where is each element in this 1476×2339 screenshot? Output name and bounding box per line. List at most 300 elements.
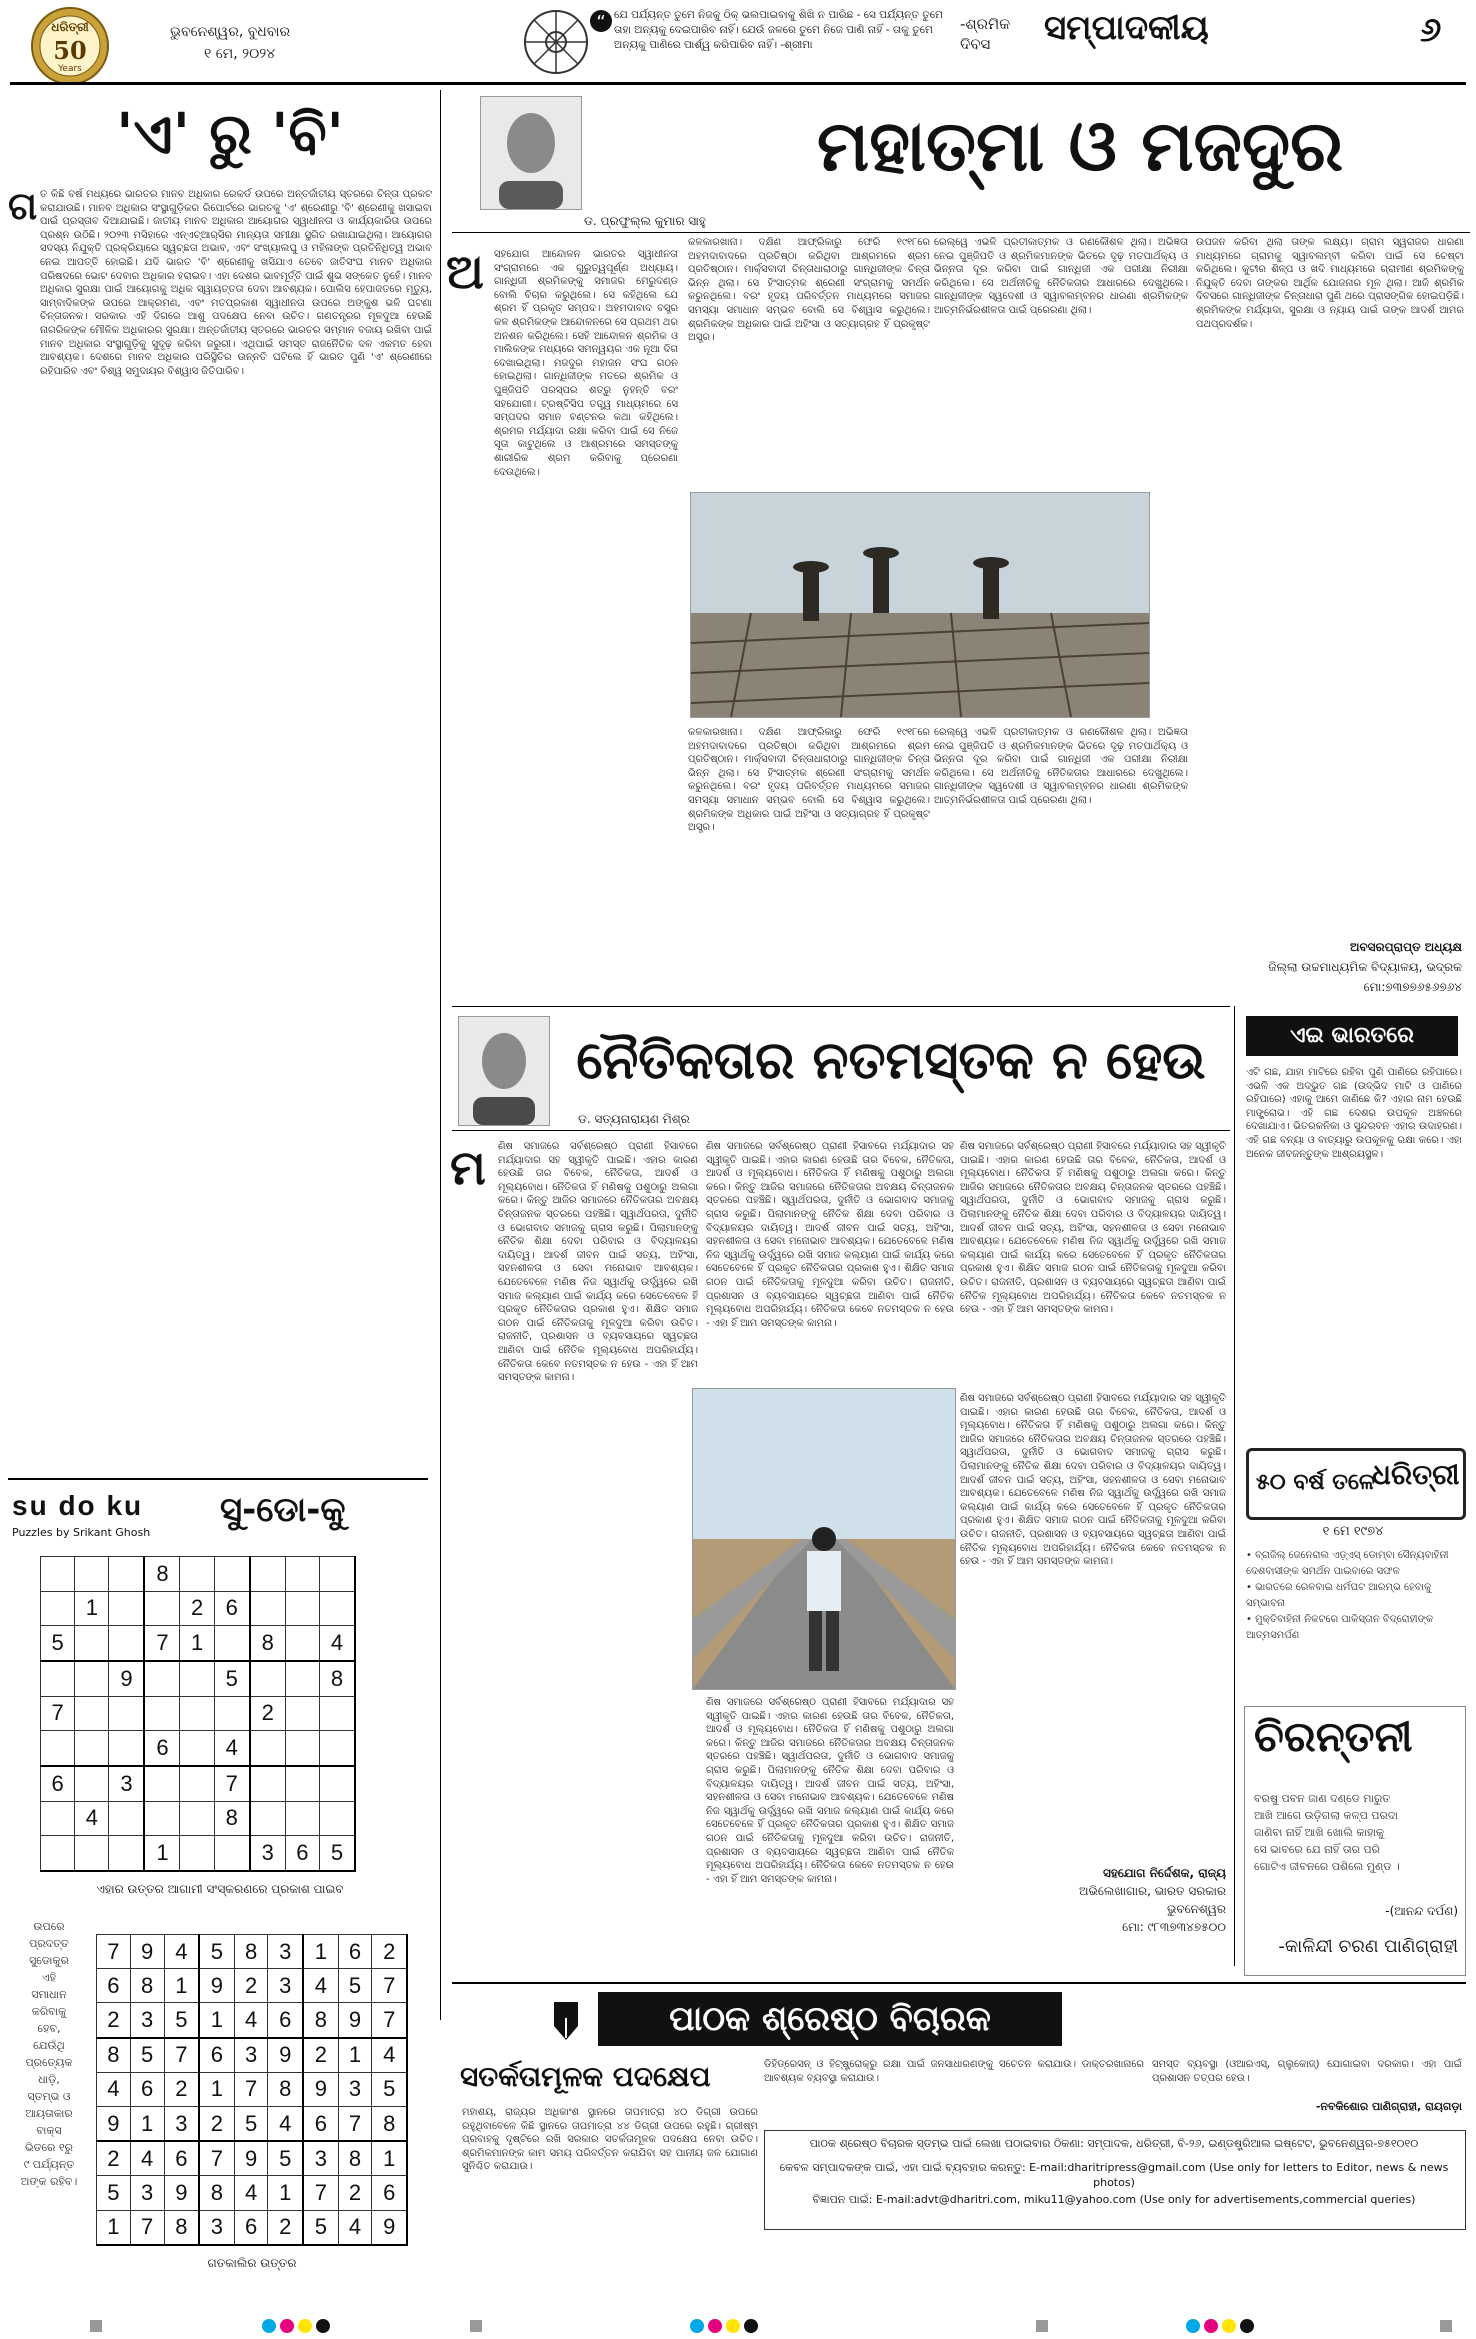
sudoku-puzzle-cell: 8 — [250, 1626, 286, 1661]
sudoku-side-note-line: ସ୍ତମ୍ଭ ଓ — [27, 2090, 71, 2103]
main-author-phone: ମୋ:୭୩୭୭୬୫୬୭୬୪ — [1363, 980, 1462, 994]
gray-swatch — [1036, 2320, 1048, 2332]
sudoku-solution-cell: 2 — [338, 2176, 372, 2210]
sudoku-solution-cell: 1 — [199, 2072, 234, 2106]
construction-workers-image — [691, 493, 1149, 717]
sudoku-puzzle-cell: 6 — [285, 1836, 319, 1871]
left-drop-cap: ଗ — [8, 184, 38, 228]
sudoku-solution-cell: 4 — [130, 2141, 164, 2176]
sudoku-puzzle-cell — [75, 1626, 109, 1661]
morality-col2: ଣିଷ ସମାଜରେ ସର୍ବଶ୍ରେଷ୍ଠ ପ୍ରାଣୀ ହିସାବରେ ମର୍ଯ୍ୟାଦାର ସହ ସ୍ୱୀକୃତି ପାଇଛି। ଏହାର କାରଣ ହେଉଛି ତାର ବିବେକ, ନୈତିକତା, ଆଦର୍ଶ ଓ ମୂଲ୍ୟବୋଧ। ନୈତିକତା ହିଁ ମଣିଷକୁ ପଶୁଠାରୁ ଅଲଗା କରେ। କିନ୍ତୁ ଆଜିର ସମାଜରେ ନୈତିକତାର ଅବକ୍ଷୟ ଚିନ୍ତାଜନକ ସ୍ତରରେ ପହଞ୍ଚିଛି। ସ୍ୱାର୍ଥପରତା, ଦୁର୍ନୀତି ଓ ଭୋଗବାଦ ସମାଜକୁ ଗ୍ରାସ କରୁଛି। ପିଲାମାନଙ୍କୁ ନୈତିକ ଶିକ୍ଷା ଦେବା ପରିବାର ଓ ବିଦ୍ୟାଳୟର ଦାୟିତ୍ୱ। ଆଦର୍ଶ ଜୀବନ ପାଇଁ ସତ୍ୟ, ଅହିଂସା, ସହନଶୀଳତା ଓ ସେବା ମନୋଭାବ ଆବଶ୍ୟକ। ଯେତେବେଳେ ମଣିଷ ନିଜ ସ୍ୱାର୍ଥକୁ ଉର୍ଦ୍ଧ୍ୱରେ ରଖି ସମାଜ କଲ୍ୟାଣ ପାଇଁ କାର୍ଯ୍ୟ କରେ ସେତେବେଳେ ହିଁ ପ୍ରକୃତ ନୈତିକତାର ପ୍ରକାଶ ହୁଏ। ଶିକ୍ଷିତ ସମାଜ ଗଠନ ପାଇଁ ନୈତିକତାକୁ ମୂଳଦୁଆ କରିବା ଉଚିତ। ରାଜନୀତି, ପ୍ରଶାସନ ଓ ବ୍ୟବସାୟରେ ସ୍ୱଚ୍ଛତା ଆଣିବା ପାଇଁ ନୈତିକ ମୂଲ୍ୟବୋଧ ଅପରିହାର୍ଯ୍ୟ। ନୈତିକତା କେବେ ନତମସ୍ତକ ନ ହେଉ - ଏହା ହିଁ ଆମ ସମସ୍ତଙ୍କ କାମନା। — [706, 1141, 954, 1329]
magenta-dot — [708, 2319, 722, 2333]
main-col3-lower: ରେଲ୍ୱେ ଏଭଳି ପ୍ରତୀକାତ୍ମକ ଓ ରଣକୌଶଳ ଥିଲା। ଅଭିଜ୍ଞତା ନେଇ ପୁଞ୍ଜିପତି ଓ ଶ୍ରମିକମାନଙ୍କ ଭିତରେ ଦୃଢ଼ ମତପାର୍ଥକ୍ୟ ଓ ଭିନ୍ନତା ଦୂର କରିବା ପାଇଁ ଗାନ୍ଧିଜୀ ଏକ ପରୀକ୍ଷା ନିରୀକ୍ଷା କରିଥିଲେ। ସେ ଅର୍ଥନୀତିକୁ ନୈତିକତାର ଆଧାରରେ ଦେଖୁଥିଲେ। ଗାନ୍ଧିଜୀଙ୍କ ସ୍ୱଦେଶୀ ଓ ସ୍ୱାବଲମ୍ବନର ଧାରଣା ଶ୍ରମିକଙ୍କ ଆତ୍ମନିର୍ଭରଶୀଳତା ପାଇଁ ପ୍ରେରଣା ଥିଲା। — [934, 727, 1188, 806]
morality-col2-lower: ଣିଷ ସମାଜରେ ସର୍ବଶ୍ରେଷ୍ଠ ପ୍ରାଣୀ ହିସାବରେ ମର୍ଯ୍ୟାଦାର ସହ ସ୍ୱୀକୃତି ପାଇଛି। ଏହାର କାରଣ ହେଉଛି ତାର ବିବେକ, ନୈତିକତା, ଆଦର୍ଶ ଓ ମୂଲ୍ୟବୋଧ। ନୈତିକତା ହିଁ ମଣିଷକୁ ପଶୁଠାରୁ ଅଲଗା କରେ। କିନ୍ତୁ ଆଜିର ସମାଜରେ ନୈତିକତାର ଅବକ୍ଷୟ ଚିନ୍ତାଜନକ ସ୍ତରରେ ପହଞ୍ଚିଛି। ସ୍ୱାର୍ଥପରତା, ଦୁର୍ନୀତି ଓ ଭୋଗବାଦ ସମାଜକୁ ଗ୍ରାସ କରୁଛି। ପିଲାମାନଙ୍କୁ ନୈତିକ ଶିକ୍ଷା ଦେବା ପରିବାର ଓ ବିଦ୍ୟାଳୟର ଦାୟିତ୍ୱ। ଆଦର୍ଶ ଜୀବନ ପାଇଁ ସତ୍ୟ, ଅହିଂସା, ସହନଶୀଳତା ଓ ସେବା ମନୋଭାବ ଆବଶ୍ୟକ। ଯେତେବେଳେ ମଣିଷ ନିଜ ସ୍ୱାର୍ଥକୁ ଉର୍ଦ୍ଧ୍ୱରେ ରଖି ସମାଜ କଲ୍ୟାଣ ପାଇଁ କାର୍ଯ୍ୟ କରେ ସେତେବେଳେ ହିଁ ପ୍ରକୃତ ନୈତିକତାର ପ୍ରକାଶ ହୁଏ। ଶିକ୍ଷିତ ସମାଜ ଗଠନ ପାଇଁ ନୈତିକତାକୁ ମୂଳଦୁଆ କରିବା ଉଚିତ। ରାଜନୀତି, ପ୍ରଶାସନ ଓ ବ୍ୟବସାୟରେ ସ୍ୱଚ୍ଛତା ଆଣିବା ପାଇଁ ନୈତିକ ମୂଲ୍ୟବୋଧ ଅପରିହାର୍ଯ୍ୟ। ନୈତିକତା କେବେ ନତମସ୍ତକ ନ ହେଉ - ଏହା ହିଁ ଆମ ସମସ୍ତଙ୍କ କାମନା। — [706, 1697, 954, 1885]
morality-author-phone: ମୋ: ୯୮୩୭୩୪୭୫୦୦ — [1122, 1920, 1226, 1934]
sudoku-solution-cell: 6 — [372, 2176, 407, 2210]
sudoku-puzzle-row — [41, 1557, 356, 1592]
sudoku-puzzle-cell — [75, 1836, 109, 1871]
reader-contact-line1: ପାଠକ ଶ୍ରେଷ୍ଠ ବିଚାରକ ସ୍ତମ୍ଭ ପାଇଁ ଲେଖା ପଠାଇବାର ଠିକଣା: ସମ୍ପାଦକ, ଧରିତ୍ରୀ, ବି-୨୬, ଇଣ୍ଡଷ୍ଟ୍ରିଆଲ ଇଷ୍ଟେଟ, ଭୁବନେଶ୍ୱର-୭୫୧୦୧୦ — [809, 2137, 1419, 2150]
logo-years: Years — [58, 64, 82, 74]
morality-author-role: ସହଯୋଗ ନିର୍ଦ୍ଦେଶକ, ରାଜ୍ୟ — [1103, 1866, 1226, 1880]
sudoku-solution-cell: 9 — [97, 2106, 131, 2141]
sudoku-solution-cell: 4 — [338, 2210, 372, 2245]
sudoku-puzzle-cell: 1 — [180, 1626, 214, 1661]
sudoku-puzzle-cell — [180, 1731, 214, 1766]
sudoku-solution-cell: 2 — [199, 2106, 234, 2141]
sudoku-solution-cell: 3 — [130, 2003, 164, 2038]
reader-letter-title: ସତର୍କତାମୂଳକ ପଦକ୍ଷେପ — [460, 2060, 711, 2093]
sudoku-puzzle-row — [41, 1801, 356, 1836]
sudoku-puzzle-cell: 2 — [180, 1591, 214, 1626]
sudoku-solution-cell: 2 — [97, 2003, 131, 2038]
sudoku-puzzle-cell: 6 — [41, 1766, 75, 1801]
sudoku-side-note-line: କରିବାକୁ — [31, 2005, 67, 2018]
sudoku-solution-cell: 7 — [372, 2003, 407, 2038]
sudoku-puzzle-cell: 6 — [214, 1591, 250, 1626]
sudoku-solution-cell: 8 — [97, 2038, 131, 2073]
morality-author-dept: ଅଭିଲେଖାଗାର, ଭାରତ ସରକାର — [1078, 1884, 1226, 1898]
sudoku-solution-cell: 9 — [303, 2072, 338, 2106]
sudoku-puzzle-cell — [144, 1766, 180, 1801]
magenta-dot — [280, 2319, 294, 2333]
main-col4: ଉପଜନ କରିବା ଥିଲା ତାଙ୍କ ଲକ୍ଷ୍ୟ। ଗ୍ରାମ ସ୍ୱରାଜର ଧାରଣା ମାଧ୍ୟମରେ ଗ୍ରାମକୁ ସ୍ୱାବଲମ୍ବୀ କରିବା ପାଇଁ ସେ ଚେଷ୍ଟା କରିଥିଲେ। କୁଟୀର ଶିଳ୍ପ ଓ ଖଦି ମାଧ୍ୟମରେ ଗ୍ରାମୀଣ ଶ୍ରମିକଙ୍କୁ ନିଯୁକ୍ତି ଦେବା ତାଙ୍କର ଆର୍ଥିକ ଯୋଜନାର ମୂଳ ଥିଲା। ଆଜି ଶ୍ରମିକ ଦିବସରେ ଗାନ୍ଧିଜୀଙ୍କ ଚିନ୍ତାଧାରା ପୁଣି ଥରେ ପ୍ରାସଙ୍ଗିକ ହୋଇପଡ଼ିଛି। ଶ୍ରମିକଙ୍କ ମର୍ଯ୍ୟାଦା, ସୁରକ୍ଷା ଓ ନ୍ୟାୟ ପାଇଁ ତାଙ୍କ ଆଦର୍ଶ ଆମର ପଥପ୍ରଦର୍ଶକ। — [1196, 237, 1464, 330]
sudoku-puzzle-cell — [75, 1766, 109, 1801]
reader-banner: ପାଠକ ଶ୍ରେଷ୍ଠ ବିଚାରକ — [598, 1992, 1062, 2046]
sudoku-solution-cell: 8 — [372, 2106, 407, 2141]
sudoku-solution-cell: 3 — [268, 1969, 303, 2003]
reader-letter-body-3: ସମସ୍ତ ବ୍ୟବସ୍ଥା (ଓଆରଏସ୍, ଗ୍ଲୁକୋଜ୍) ଯୋଗାଇବା ଦରକାର। ଏହା ପାଇଁ ପ୍ରଶାସନ ତତ୍ପର ହେଉ। — [1152, 2059, 1462, 2084]
cyan-dot — [690, 2319, 704, 2333]
sudoku-puzzle-cell — [41, 1557, 75, 1592]
sudoku-puzzle-cell: 8 — [144, 1557, 180, 1592]
main-drop-cap: ଅ — [446, 244, 484, 300]
fifty-years-date: ୧ ମେ ୧୯୭୪ — [1322, 1524, 1384, 1539]
main-article-title: ମହାତ୍ମା ଓ ମଜଦୁର — [816, 105, 1344, 187]
sudoku-puzzle-grid — [40, 1556, 356, 1872]
sudoku-side-note-line: ଉପରେ — [33, 1920, 65, 1933]
sudoku-solution-caption: ଗତକାଲିର ଉତ୍ତର — [207, 2256, 297, 2270]
sudoku-solution-cell: 2 — [97, 2141, 131, 2176]
sudoku-top-rule — [8, 1478, 428, 1480]
morality-article-byline: ଡ. ସତ୍ୟନାରାୟଣ ମିଶ୍ର — [578, 1112, 690, 1126]
sudoku-solution-row — [97, 2038, 408, 2073]
sudoku-solution-cell: 6 — [338, 1935, 372, 1969]
reader-letter-body-2: ଡିହିଡ୍ରେସନ୍ ଓ ହିଟ୍‌ଷ୍ଟ୍ରୋକ୍‌ରୁ ରକ୍ଷା ପାଇଁ ଜନସାଧାରଣଙ୍କୁ ସଚେତନ କରାଯାଉ। ଡାକ୍ତରଖାନାରେ ଆବଶ୍ୟକ ବ୍ୟବସ୍ଥା କରାଯାଉ। — [764, 2059, 1144, 2084]
morality-right-divider — [1234, 1006, 1235, 1966]
sudoku-solution-cell: 6 — [97, 1969, 131, 2003]
sudoku-puzzle-cell — [180, 1801, 214, 1836]
sudoku-solution-cell: 6 — [268, 2003, 303, 2038]
sudoku-puzzle-cell — [41, 1591, 75, 1626]
sudoku-solution-cell: 4 — [164, 1935, 199, 1969]
sudoku-solution-cell: 1 — [97, 2210, 131, 2245]
reader-contact-line3: ବିଜ୍ଞାପନ ପାଇଁ: E-mail:advt@dharitri.com, miku11@yahoo.com (Use only for advertisements,commercial queries) — [812, 2193, 1416, 2206]
sudoku-solution-cell: 2 — [303, 2038, 338, 2073]
sudoku-puzzle-cell: 1 — [144, 1836, 180, 1871]
masthead-occasion: -ଶ୍ରମିକ ଦିବସ — [960, 15, 1011, 53]
fifty-years-label: ୫୦ ବର୍ଷ ତଳେ — [1256, 1470, 1375, 1495]
sudoku-puzzle-cell — [109, 1696, 145, 1731]
sudoku-puzzle-cell — [319, 1696, 355, 1731]
sudoku-puzzle-cell — [41, 1801, 75, 1836]
sudoku-side-note-line: ଯେଉଁଥି — [33, 2039, 65, 2052]
sudoku-solution-cell: 9 — [372, 2210, 407, 2245]
sudoku-puzzle-cell: 4 — [214, 1731, 250, 1766]
fifty-years-logo: ଧରିତ୍ରୀ — [1372, 1458, 1460, 1491]
cyan-dot — [1186, 2319, 1200, 2333]
section-title: ସମ୍ପାଦକୀୟ — [1044, 8, 1209, 48]
sudoku-solution-cell: 9 — [338, 2003, 372, 2038]
masthead-logo — [30, 6, 110, 86]
sudoku-solution-cell: 1 — [130, 2106, 164, 2141]
reader-contact-line2: କେବଳ ସମ୍ପାଦକଙ୍କ ପାଇଁ, ଏହା ପାଇଁ ବ୍ୟବହାର କରନ୍ତୁ: E-mail:dharitripress@gmail.com (Use only for letters to Editor, news & news photos) — [779, 2161, 1449, 2189]
left-column-body: ତ କିଛି ବର୍ଷ ମଧ୍ୟରେ ଭାରତର ମାନବ ଅଧିକାର ରେକର୍ଡ ଉପରେ ଅନ୍ତର୍ଜାତୀୟ ସ୍ତରରେ ଚିନ୍ତା ପ୍ରକଟ କରାଯାଉଛି। ମାନବ ଅଧିକାର ସଂସ୍ଥାଗୁଡ଼ିକର ରିପୋର୍ଟରେ ଭାରତକୁ 'ଏ' ଶ୍ରେଣୀରୁ 'ବି' ଶ୍ରେଣୀକୁ ଖସାଇବା ପାଇଁ ପ୍ରସ୍ତାବ ଦିଆଯାଇଛି। ଜାତୀୟ ମାନବ ଅଧିକାର ଆୟୋଗର ସ୍ୱାଧୀନତା ଓ କାର୍ଯ୍ୟକାରିତା ଉପରେ ପ୍ରଶ୍ନ ଉଠିଛି। ୨୦୨୩ ମସିହାରେ ଏନ୍‌ଏଚ୍‌ଆର୍‌ସିର ମାନ୍ୟତା ସମୀକ୍ଷା ସ୍ଥଗିତ ରଖାଯାଇଥିଲା। ଆୟୋଗର ସଦସ୍ୟ ନିଯୁକ୍ତି ପ୍ରକ୍ରିୟାରେ ସ୍ୱଚ୍ଛତା ଅଭାବ, ଏବଂ ସଂଖ୍ୟାଲଘୁ ଓ ମହିଳାଙ୍କ ପ୍ରତିନିଧିତ୍ୱ ଅଭାବ ନେଇ ଆପତ୍ତି ହୋଇଛି। ଯଦି ଭାରତ 'ବି' ଶ୍ରେଣୀକୁ ଖସିଯାଏ ତେବେ ଜାତିସଂଘ ମାନବ ଅଧିକାର ପରିଷଦରେ ଭୋଟ ଦେବାର ଅଧିକାର ହରାଇବ। ଏହା ଦେଶର ଭାବମୂର୍ତ୍ତି ପାଇଁ ଶୁଭ ସଙ୍କେତ ନୁହେଁ। ମାନବ ଅଧିକାର ସୁରକ୍ଷା ପାଇଁ ଆୟୋଗକୁ ଅଧିକ ସ୍ୱାୟତ୍ତତା ଦେବା ଆବଶ୍ୟକ। ପୋଲିସ ହେପାଜତରେ ମୃତ୍ୟୁ, ସାମ୍ବାଦିକଙ୍କ ଉପରେ ଆକ୍ରମଣ, ଏବଂ ମତପ୍ରକାଶ ସ୍ୱାଧୀନତା ଉପରେ ଅଙ୍କୁଶ ଭଳି ଘଟଣା ଚିନ୍ତାଜନକ। ସରକାର ଏହି ଦିଗରେ ଆଶୁ ପଦକ୍ଷେପ ନେବା ଉଚିତ। ଗଣତନ୍ତ୍ରର ମୂଳଦୁଆ ହେଉଛି ନାଗରିକଙ୍କ ମୌଳିକ ଅଧିକାରର ସୁରକ୍ଷା। ଅନ୍ତର୍ଜାତୀୟ ସ୍ତରରେ ଭାରତର ସମ୍ମାନ ବଜାୟ ରଖିବା ପାଇଁ ମାନବ ଅଧିକାର ସଂସ୍ଥାଗୁଡ଼ିକୁ ସୁଦୃଢ଼ କରିବା ଜରୁରୀ। ଏଥିପାଇଁ ସମସ୍ତ ରାଜନୈତିକ ଦଳ ଏକମତ ହେବା ଆବଶ୍ୟକ। ଦେଶରେ ମାନବ ଅଧିକାର ପରିସ୍ଥିତିର ଉନ୍ନତି ଘଟିଲେ ହିଁ ଭାରତ ପୁଣି 'ଏ' ଶ୍ରେଣୀରେ ରହିପାରିବ ଏବଂ ବିଶ୍ୱ ସମୁଦାୟର ବିଶ୍ୱାସ ଜିତିପାରିବ। — [40, 189, 432, 377]
pen-icon — [548, 1998, 584, 2042]
sudoku-puzzle-row — [41, 1661, 356, 1696]
sudoku-solution-cell: 2 — [268, 2210, 303, 2245]
masthead-emblem — [522, 8, 590, 76]
sudoku-solution-cell: 4 — [372, 2038, 407, 2073]
sudoku-puzzle-cell: 9 — [109, 1661, 145, 1696]
main-article-byline: ଡ. ପ୍ରଫୁଲ୍ଲ କୁମାର ସାହୁ — [584, 214, 706, 228]
sudoku-puzzle-cell — [180, 1696, 214, 1731]
sudoku-solution-cell: 8 — [303, 2003, 338, 2038]
chakra-wheel-icon — [522, 8, 590, 76]
sudoku-puzzle-cell — [180, 1836, 214, 1871]
sudoku-odia-title: ସୁ-ଡୋ-କୁ — [220, 1490, 346, 1530]
sudoku-solution-cell: 7 — [199, 2141, 234, 2176]
sudoku-puzzle-cell — [109, 1626, 145, 1661]
sudoku-puzzle-cell — [109, 1731, 145, 1766]
sudoku-solution-cell: 7 — [164, 2038, 199, 2073]
magenta-dot — [1204, 2319, 1218, 2333]
sudoku-solution-cell: 8 — [268, 2072, 303, 2106]
chirantani-title: ଚିରନ୍ତନୀ — [1254, 1712, 1413, 1761]
ei-bharatare-header: ଏଇ ଭାରତରେ — [1246, 1016, 1458, 1056]
sudoku-puzzle-cell — [75, 1557, 109, 1592]
sudoku-solution-cell: 1 — [199, 2003, 234, 2038]
black-dot — [744, 2319, 758, 2333]
sudoku-puzzle-cell — [180, 1557, 214, 1592]
sudoku-solution-row — [97, 2106, 408, 2141]
sudoku-solution-cell: 6 — [199, 2038, 234, 2073]
sudoku-puzzle-cell — [41, 1731, 75, 1766]
sudoku-side-note — [8, 1918, 90, 2288]
quote-mark-icon: “ — [590, 10, 612, 32]
sudoku-solution-cell: 5 — [234, 2106, 268, 2141]
sudoku-solution-cell: 3 — [303, 2141, 338, 2176]
sudoku-puzzle-cell: 8 — [319, 1661, 355, 1696]
sudoku-solution-cell: 9 — [199, 1969, 234, 2003]
sudoku-puzzle-cell — [285, 1696, 319, 1731]
sudoku-puzzle-cell — [109, 1591, 145, 1626]
sudoku-solution-cell: 3 — [164, 2106, 199, 2141]
main-col2-lower: କଳକାରଖାନା। ଦକ୍ଷିଣ ଆଫ୍ରିକାରୁ ଫେରି ୧୯୧୮ରେ ଅହମଦାବାଦରେ ପ୍ରତିଷ୍ଠା କରିଥିବା ଆଶ୍ରମରେ ଶ୍ରମ ପ୍ରତିଷ୍ଠାନ। ମାର୍କ୍ସବାଦୀ ଚିନ୍ତାଧାରାଠାରୁ ଗାନ୍ଧିଜୀଙ୍କ ଚିନ୍ତା ଭିନ୍ନ ଥିଲା। ସେ ହିଂସାତ୍ମକ ଶ୍ରେଣୀ ସଂଗ୍ରାମକୁ ସମର୍ଥନ କରୁନଥିଲେ। ବରଂ ହୃଦୟ ପରିବର୍ତ୍ତନ ମାଧ୍ୟମରେ ସମାଜର ସମସ୍ୟା ସମାଧାନ ସମ୍ଭବ ବୋଲି ସେ ବିଶ୍ୱାସ କରୁଥିଲେ। ଶ୍ରମିକଙ୍କ ଅଧିକାର ପାଇଁ ଅହିଂସା ଓ ସତ୍ୟାଗ୍ରହ ହିଁ ପ୍ରକୃଷ୍ଟ ଅସ୍ତ୍ର। — [688, 727, 930, 834]
sudoku-solution-cell: 2 — [164, 2072, 199, 2106]
sudoku-solution-row — [97, 2003, 408, 2038]
sudoku-solution-row — [97, 2210, 408, 2245]
sudoku-solution-grid — [96, 1934, 408, 2246]
sudoku-solution-cell: 8 — [338, 2141, 372, 2176]
sudoku-puzzle-cell — [319, 1557, 355, 1592]
reader-letter-body: ମହାଶୟ, ରାଜ୍ୟର ଅଧିକାଂଶ ସ୍ଥାନରେ ତାପମାତ୍ରା ୪୦ ଡିଗ୍ରୀ ଉପରେ ରହୁଥିବାବେଳେ କିଛି ସ୍ଥାନରେ ତାପମାତ୍ରା ୪୪ ଡିଗ୍ରୀ ଉପରେ ରହୁଛି। ଗ୍ରୀଷ୍ମ ପ୍ରବାହକୁ ଦୃଷ୍ଟିରେ ରଖି ସରକାର ସତର୍କତାମୂଳକ ପଦକ୍ଷେପ ନେବା ଉଚିତ। ଶ୍ରମିକମାନଙ୍କ କାମ ସମୟ ପରିବର୍ତ୍ତନ କରାଯିବା ସହ ପାନୀୟ ଜଳ ଯୋଗାଣ ସୁନିଶ୍ଚିତ କରାଯାଉ। — [462, 2107, 758, 2173]
chirantani-line: ସେ ଭାବରେ ଯେ ନାହିଁ ତାର ପରି — [1254, 1843, 1380, 1856]
sudoku-side-note-line: ହେବ, — [37, 2022, 61, 2035]
sudoku-solution-cell: 5 — [164, 2003, 199, 2038]
sudoku-side-note-line: ୯ ପର୍ଯ୍ୟନ୍ତ — [23, 2158, 75, 2171]
sudoku-solution-row — [97, 2176, 408, 2210]
sudoku-side-note-line: ଧାଡ଼ି, — [38, 2073, 60, 2086]
sudoku-solution-row — [97, 2072, 408, 2106]
sudoku-solution-cell: 7 — [338, 2106, 372, 2141]
sudoku-solution-cell: 4 — [97, 2072, 131, 2106]
sudoku-side-note-line: ଆୟତାକାର — [25, 2107, 73, 2120]
sudoku-puzzle-row — [41, 1626, 356, 1661]
sudoku-puzzle-cell — [144, 1591, 180, 1626]
fifty-years-item: • ବ୍ରାଜିଲ୍ ଜେନେରାଲ ଏଡ଼୍‌ଏସ୍‌ ଡୋମ୍ବା ସୈନ୍ୟବାହିନୀ ଦେଶବାସୀଙ୍କ ସମର୍ଥନ ପାଇବାରେ ସଫଳ — [1246, 1550, 1449, 1577]
left-column-title: 'ଏ' ରୁ 'ବି' — [116, 102, 344, 167]
sudoku-solution-cell: 7 — [97, 1935, 131, 1969]
sudoku-solution-cell: 4 — [268, 2106, 303, 2141]
sudoku-logo: su do ku — [12, 1490, 144, 1521]
sudoku-solution-cell: 9 — [234, 2141, 268, 2176]
sudoku-puzzle-cell — [75, 1661, 109, 1696]
sudoku-puzzle-cell: 3 — [109, 1766, 145, 1801]
sudoku-puzzle-cell: 2 — [250, 1696, 286, 1731]
sudoku-puzzle-cell — [214, 1696, 250, 1731]
masthead-city-day: ଭୁବନେଶ୍ୱର, ବୁଧବାର — [170, 24, 291, 40]
chirantani-line: ଆଖି ଆଗେ ଉଡ଼ିଗଲା କଳ୍ପ ପରଦା — [1254, 1809, 1398, 1822]
sudoku-solution-cell: 6 — [164, 2141, 199, 2176]
sudoku-puzzle-cell — [144, 1801, 180, 1836]
reader-top-rule — [452, 1982, 1466, 1984]
sudoku-solution-cell: 4 — [234, 2003, 268, 2038]
sudoku-puzzle-cell — [250, 1661, 286, 1696]
sudoku-puzzle-cell: 8 — [214, 1801, 250, 1836]
author-photo-mishra — [458, 1016, 550, 1126]
sudoku-puzzle-cell: 6 — [144, 1731, 180, 1766]
sudoku-puzzle-cell: 4 — [75, 1801, 109, 1836]
fifty-years-list — [1246, 1548, 1462, 1688]
morality-author-place: ଭୁବନେଶ୍ୱର — [1167, 1902, 1226, 1916]
left-column-divider — [440, 90, 441, 2020]
sudoku-solution-row — [97, 2141, 408, 2176]
chirantani-line: ବରଷୁ ପବନ ଜାଣ ଦଣ୍ଡେ ମାରୁତ — [1254, 1792, 1391, 1805]
yellow-dot — [726, 2319, 740, 2333]
sudoku-puzzle-cell — [250, 1591, 286, 1626]
sudoku-side-note-line: ପ୍ରଦତ୍ତ — [29, 1937, 69, 1950]
sudoku-solution-cell: 1 — [372, 2141, 407, 2176]
sudoku-solution-cell: 1 — [164, 1969, 199, 2003]
sudoku-side-note-line: ବାକ୍ସ — [36, 2124, 62, 2137]
page-number: ୬ — [1420, 10, 1442, 50]
author-photo-sahu — [480, 96, 582, 210]
sudoku-side-note-line: ପ୍ରତ୍ୟେକ — [25, 2056, 73, 2069]
sudoku-puzzle-cell: 5 — [41, 1626, 75, 1661]
sudoku-puzzle-row — [41, 1731, 356, 1766]
man-at-crossroads-image — [693, 1389, 955, 1689]
sudoku-solution-cell: 5 — [372, 2072, 407, 2106]
sudoku-answer-note: ଏହାର ଉତ୍ତର ଆଗାମୀ ସଂସ୍କରଣରେ ପ୍ରକାଶ ପାଇବ — [96, 1882, 344, 1896]
masthead-divider — [10, 82, 1466, 85]
chirantani-author: -କାଳିନ୍ଦୀ ଚରଣ ପାଣିଗ୍ରାହୀ — [1278, 1936, 1458, 1957]
sudoku-solution-cell: 5 — [130, 2038, 164, 2073]
sudoku-puzzle-cell: 1 — [75, 1591, 109, 1626]
cyan-dot — [262, 2319, 276, 2333]
sudoku-solution-cell: 5 — [97, 2176, 131, 2210]
logo-number: 50 — [53, 36, 87, 65]
reader-letter-signature: -ନବକିଶୋର ପାଣିଗ୍ରାହୀ, ରାୟଗଡ଼ା — [1315, 2100, 1462, 2113]
sudoku-puzzle-cell: 4 — [319, 1626, 355, 1661]
masthead-quote: ଯେ ପର୍ଯ୍ୟନ୍ତ ତୁମେ ନିଜକୁ ଠିକ୍ ଭଲପାଇବାକୁ ଶିଖି ନ ପାରିଛ - ସେ ପର୍ଯ୍ୟନ୍ତ ତୁମେ ତାହା ଅନ୍ୟକୁ ଦେଇପାରିବ ନାହିଁ। ଯେଉଁ ଜଳରେ ତୁମେ ନିଜେ ପାଣି ନାହିଁ - ତାକୁ ତୁମେ ଅନ୍ୟକୁ ପାଣିରେ ପାର୍ଶ୍ୱ କରିପାରିବ ନାହିଁ। -ଶ୍ରୀମା — [614, 9, 943, 51]
sudoku-puzzle-cell — [41, 1661, 75, 1696]
sudoku-puzzle-cell: 5 — [319, 1836, 355, 1871]
sudoku-puzzle-cell — [250, 1766, 286, 1801]
sudoku-solution-cell: 7 — [130, 2210, 164, 2245]
workers-photo — [690, 492, 1150, 718]
sudoku-puzzle-cell — [285, 1731, 319, 1766]
sudoku-solution-cell: 8 — [164, 2210, 199, 2245]
sudoku-puzzle-cell — [214, 1557, 250, 1592]
sudoku-puzzle-cell — [214, 1626, 250, 1661]
gray-swatch — [90, 2320, 102, 2332]
sudoku-solution-cell: 3 — [338, 2072, 372, 2106]
sudoku-side-note-line: ଏହି — [41, 1971, 57, 1984]
sudoku-puzzle-cell: 5 — [214, 1661, 250, 1696]
sudoku-solution-cell: 8 — [234, 1935, 268, 1969]
sudoku-puzzle-cell — [180, 1661, 214, 1696]
gray-swatch — [470, 2320, 482, 2332]
sudoku-puzzle-cell — [319, 1591, 355, 1626]
sudoku-puzzle-row — [41, 1766, 356, 1801]
sudoku-solution-cell: 9 — [130, 1935, 164, 1969]
sudoku-solution-cell: 3 — [130, 2176, 164, 2210]
sudoku-puzzle-row — [41, 1836, 356, 1871]
sudoku-side-note-line: ଅଙ୍କ ରହିବ। — [20, 2175, 78, 2188]
sudoku-puzzle-cell: 7 — [214, 1766, 250, 1801]
gray-swatch — [1440, 2320, 1452, 2332]
sudoku-solution-cell: 1 — [303, 1935, 338, 1969]
main-article-bottom-rule — [452, 1006, 1230, 1007]
yellow-dot — [298, 2319, 312, 2333]
fifty-years-item: • ଭାରତରେ ରେଳବାଇ ଧର୍ମଘଟ ଆରମ୍ଭ ହେବାକୁ ସମ୍ଭାବନା — [1246, 1582, 1432, 1609]
sudoku-solution-cell: 7 — [372, 1969, 407, 2003]
sudoku-puzzle-cell: 3 — [250, 1836, 286, 1871]
sudoku-puzzle-cell — [41, 1836, 75, 1871]
sudoku-solution-cell: 3 — [268, 1935, 303, 1969]
main-author-role: ଅବସରପ୍ରାପ୍ତ ଅଧ୍ୟକ୍ଷ — [1350, 940, 1462, 954]
sudoku-puzzle-cell — [319, 1731, 355, 1766]
sudoku-solution-cell: 4 — [234, 2176, 268, 2210]
sudoku-puzzle-row — [41, 1696, 356, 1731]
sudoku-credit: Puzzles by Srikant Ghosh — [12, 1526, 151, 1539]
yellow-dot — [1222, 2319, 1236, 2333]
sudoku-side-note-line: ଭିତରେ ୧ରୁ — [25, 2141, 73, 2154]
sudoku-solution-cell: 5 — [338, 1969, 372, 2003]
pen-nib-icon — [548, 1998, 584, 2042]
sudoku-side-note-line: ସମାଧାନ — [31, 1988, 67, 2001]
sudoku-solution-cell: 2 — [372, 1935, 407, 1969]
sudoku-solution-cell: 6 — [130, 2072, 164, 2106]
sudoku-solution-cell: 7 — [234, 2072, 268, 2106]
ei-bharatare-body: ଏଟି ଗଛ, ଯାହା ମାଟିରେ ରହିବା ପୁଣି ପାଣିରେ ରହିପାରେ। ଏଭଳି ଏକ ଅଦ୍ଭୁତ ଗଛ (ଉଦ୍ଭିଦ ମାଟି ଓ ପାଣିରେ ରହିପାରେ) ଏହାକୁ ଆମେ ଜାଣିଛେ କି? ଏହାର ନାମ ହେଉଛି ମାଙ୍ଗ୍ରୋଭ। ଏହି ଗଛ ଦେଶର ଉପକୂଳ ଅଞ୍ଚଳରେ ଦେଖାଯାଏ। ଭିତରକନିକା ଓ ସୁନ୍ଦରବନ ଏହାର ଉଦାହରଣ। ଏହି ଗଛ ବନ୍ୟା ଓ ବାତ୍ୟାରୁ ଉପକୂଳକୁ ରକ୍ଷା କରେ। ଏହା ଅନେକ ଜୀବଜନ୍ତୁଙ୍କ ଆଶ୍ରୟସ୍ଥଳ। — [1246, 1067, 1462, 1160]
sudoku-puzzle-cell — [285, 1801, 319, 1836]
sudoku-solution-cell: 5 — [199, 1935, 234, 1969]
sudoku-solution-cell: 6 — [234, 2210, 268, 2245]
sudoku-puzzle-cell — [285, 1766, 319, 1801]
sudoku-puzzle-cell — [75, 1696, 109, 1731]
black-dot — [1240, 2319, 1254, 2333]
sudoku-puzzle-cell — [285, 1661, 319, 1696]
sudoku-side-note-line: ସୁଡୋକୁର — [29, 1954, 69, 1967]
sudoku-puzzle-row — [41, 1591, 356, 1626]
logo-text: ଧରିତ୍ରୀ — [51, 20, 89, 34]
main-title-rule — [452, 232, 1470, 233]
main-col2: କଳକାରଖାନା। ଦକ୍ଷିଣ ଆଫ୍ରିକାରୁ ଫେରି ୧୯୧୮ରେ ଅହମଦାବାଦରେ ପ୍ରତିଷ୍ଠା କରିଥିବା ଆଶ୍ରମରେ ଶ୍ରମ ପ୍ରତିଷ୍ଠାନ। ମାର୍କ୍ସବାଦୀ ଚିନ୍ତାଧାରାଠାରୁ ଗାନ୍ଧିଜୀଙ୍କ ଚିନ୍ତା ଭିନ୍ନ ଥିଲା। ସେ ହିଂସାତ୍ମକ ଶ୍ରେଣୀ ସଂଗ୍ରାମକୁ ସମର୍ଥନ କରୁନଥିଲେ। ବରଂ ହୃଦୟ ପରିବର୍ତ୍ତନ ମାଧ୍ୟମରେ ସମାଜର ସମସ୍ୟା ସମାଧାନ ସମ୍ଭବ ବୋଲି ସେ ବିଶ୍ୱାସ କରୁଥିଲେ। ଶ୍ରମିକଙ୍କ ଅଧିକାର ପାଇଁ ଅହିଂସା ଓ ସତ୍ୟାଗ୍ରହ ହିଁ ପ୍ରକୃଷ୍ଟ ଅସ୍ତ୍ର। — [688, 237, 930, 344]
chirantani-line: ଜାଣିବା ନାହିଁ ଆଖି ଖୋଲି କାହାକୁ — [1254, 1826, 1385, 1839]
sudoku-solution-cell: 4 — [303, 1969, 338, 2003]
main-col3: ରେଲ୍ୱେ ଏଭଳି ପ୍ରତୀକାତ୍ମକ ଓ ରଣକୌଶଳ ଥିଲା। ଅଭିଜ୍ଞତା ନେଇ ପୁଞ୍ଜିପତି ଓ ଶ୍ରମିକମାନଙ୍କ ଭିତରେ ଦୃଢ଼ ମତପାର୍ଥକ୍ୟ ଓ ଭିନ୍ନତା ଦୂର କରିବା ପାଇଁ ଗାନ୍ଧିଜୀ ଏକ ପରୀକ୍ଷା ନିରୀକ୍ଷା କରିଥିଲେ। ସେ ଅର୍ଥନୀତିକୁ ନୈତିକତାର ଆଧାରରେ ଦେଖୁଥିଲେ। ଗାନ୍ଧିଜୀଙ୍କ ସ୍ୱଦେଶୀ ଓ ସ୍ୱାବଲମ୍ବନର ଧାରଣା ଶ୍ରମିକଙ୍କ ଆତ୍ମନିର୍ଭରଶୀଳତା ପାଇଁ ପ୍ରେରଣା ଥିଲା। — [934, 237, 1188, 316]
sudoku-puzzle-cell — [109, 1836, 145, 1871]
sudoku-puzzle-cell — [75, 1731, 109, 1766]
sudoku-solution-cell: 6 — [303, 2106, 338, 2141]
black-dot — [316, 2319, 330, 2333]
sudoku-puzzle-cell — [285, 1557, 319, 1592]
morality-drop-cap: ମ — [450, 1140, 486, 1196]
chirantani-line: ଗୋଟିଏ ଜୀବନରେ ପଶିଲେ ମୁଣ୍ଡ । — [1254, 1860, 1400, 1873]
main-author-place: ଜିଲ୍ଲା ଉଚ୍ଚମାଧ୍ୟମିକ ବିଦ୍ୟାଳୟ, ଭଦ୍ରକ — [1268, 960, 1462, 974]
sudoku-puzzle-cell — [319, 1801, 355, 1836]
sudoku-puzzle-cell — [144, 1661, 180, 1696]
masthead-date: ୧ ମେ, ୨୦୨୪ — [204, 46, 276, 62]
fifty-years-item: • ମୁକ୍ତିବାହିନୀ ନିକଟରେ ପାକିସ୍ତାନ ବିଦ୍ରୋହୀଙ୍କ ଆତ୍ମସମର୍ପଣ — [1246, 1614, 1434, 1641]
chirantani-attribution: -(ଆନନ୍ଦ ଦର୍ପଣ) — [1385, 1904, 1458, 1918]
sudoku-solution-cell: 5 — [268, 2141, 303, 2176]
sudoku-solution-cell: 8 — [199, 2176, 234, 2210]
sudoku-puzzle-cell — [180, 1766, 214, 1801]
morality-col3: ଣିଷ ସମାଜରେ ସର୍ବଶ୍ରେଷ୍ଠ ପ୍ରାଣୀ ହିସାବରେ ମର୍ଯ୍ୟାଦାର ସହ ସ୍ୱୀକୃତି ପାଇଛି। ଏହାର କାରଣ ହେଉଛି ତାର ବିବେକ, ନୈତିକତା, ଆଦର୍ଶ ଓ ମୂଲ୍ୟବୋଧ। ନୈତିକତା ହିଁ ମଣିଷକୁ ପଶୁଠାରୁ ଅଲଗା କରେ। କିନ୍ତୁ ଆଜିର ସମାଜରେ ନୈତିକତାର ଅବକ୍ଷୟ ଚିନ୍ତାଜନକ ସ୍ତରରେ ପହଞ୍ଚିଛି। ସ୍ୱାର୍ଥପରତା, ଦୁର୍ନୀତି ଓ ଭୋଗବାଦ ସମାଜକୁ ଗ୍ରାସ କରୁଛି। ପିଲାମାନଙ୍କୁ ନୈତିକ ଶିକ୍ଷା ଦେବା ପରିବାର ଓ ବିଦ୍ୟାଳୟର ଦାୟିତ୍ୱ। ଆଦର୍ଶ ଜୀବନ ପାଇଁ ସତ୍ୟ, ଅହିଂସା, ସହନଶୀଳତା ଓ ସେବା ମନୋଭାବ ଆବଶ୍ୟକ। ଯେତେବେଳେ ମଣିଷ ନିଜ ସ୍ୱାର୍ଥକୁ ଉର୍ଦ୍ଧ୍ୱରେ ରଖି ସମାଜ କଲ୍ୟାଣ ପାଇଁ କାର୍ଯ୍ୟ କରେ ସେତେବେଳେ ହିଁ ପ୍ରକୃତ ନୈତିକତାର ପ୍ରକାଶ ହୁଏ। ଶିକ୍ଷିତ ସମାଜ ଗଠନ ପାଇଁ ନୈତିକତାକୁ ମୂଳଦୁଆ କରିବା ଉଚିତ। ରାଜନୀତି, ପ୍ରଶାସନ ଓ ବ୍ୟବସାୟରେ ସ୍ୱଚ୍ଛତା ଆଣିବା ପାଇଁ ନୈତିକ ମୂଲ୍ୟବୋଧ ଅପରିହାର୍ଯ୍ୟ। ନୈତିକତା କେବେ ନତମସ୍ତକ ନ ହେଉ - ଏହା ହିଁ ଆମ ସମସ୍ତଙ୍କ କାମନା। — [960, 1141, 1226, 1316]
sudoku-solution-cell: 1 — [338, 2038, 372, 2073]
sudoku-puzzle-cell — [250, 1801, 286, 1836]
portrait-icon — [481, 97, 581, 209]
sudoku-solution-cell: 9 — [268, 2038, 303, 2073]
sudoku-solution-row — [97, 1969, 408, 2003]
chirantani-poem — [1254, 1790, 1460, 1900]
sudoku-solution-row — [97, 1935, 408, 1969]
sudoku-solution-cell: 3 — [199, 2210, 234, 2245]
sudoku-puzzle-cell: 7 — [41, 1696, 75, 1731]
morality-article-title: ନୈତିକତାର ନତମସ୍ତକ ନ ହେଉ — [576, 1031, 1206, 1091]
crossroads-photo — [692, 1388, 956, 1690]
sudoku-solution-cell: 5 — [303, 2210, 338, 2245]
morality-col1: ଣିଷ ସମାଜରେ ସର୍ବଶ୍ରେଷ୍ଠ ପ୍ରାଣୀ ହିସାବରେ ମର୍ଯ୍ୟାଦାର ସହ ସ୍ୱୀକୃତି ପାଇଛି। ଏହାର କାରଣ ହେଉଛି ତାର ବିବେକ, ନୈତିକତା, ଆଦର୍ଶ ଓ ମୂଲ୍ୟବୋଧ। ନୈତିକତା ହିଁ ମଣିଷକୁ ପଶୁଠାରୁ ଅଲଗା କରେ। କିନ୍ତୁ ଆଜିର ସମାଜରେ ନୈତିକତାର ଅବକ୍ଷୟ ଚିନ୍ତାଜନକ ସ୍ତରରେ ପହଞ୍ଚିଛି। ସ୍ୱାର୍ଥପରତା, ଦୁର୍ନୀତି ଓ ଭୋଗବାଦ ସମାଜକୁ ଗ୍ରାସ କରୁଛି। ପିଲାମାନଙ୍କୁ ନୈତିକ ଶିକ୍ଷା ଦେବା ପରିବାର ଓ ବିଦ୍ୟାଳୟର ଦାୟିତ୍ୱ। ଆଦର୍ଶ ଜୀବନ ପାଇଁ ସତ୍ୟ, ଅହିଂସା, ସହନଶୀଳତା ଓ ସେବା ମନୋଭାବ ଆବଶ୍ୟକ। ଯେତେବେଳେ ମଣିଷ ନିଜ ସ୍ୱାର୍ଥକୁ ଉର୍ଦ୍ଧ୍ୱରେ ରଖି ସମାଜ କଲ୍ୟାଣ ପାଇଁ କାର୍ଯ୍ୟ କରେ ସେତେବେଳେ ହିଁ ପ୍ରକୃତ ନୈତିକତାର ପ୍ରକାଶ ହୁଏ। ଶିକ୍ଷିତ ସମାଜ ଗଠନ ପାଇଁ ନୈତିକତାକୁ ମୂଳଦୁଆ କରିବା ଉଚିତ। ରାଜନୀତି, ପ୍ରଶାସନ ଓ ବ୍ୟବସାୟରେ ସ୍ୱଚ୍ଛତା ଆଣିବା ପାଇଁ ନୈତିକ ମୂଲ୍ୟବୋଧ ଅପରିହାର୍ଯ୍ୟ। ନୈତିକତା କେବେ ନତମସ୍ତକ ନ ହେଉ - ଏହା ହିଁ ଆମ ସମସ୍ତଙ୍କ କାମନା। — [498, 1141, 698, 1384]
morality-col3-lower: ଣିଷ ସମାଜରେ ସର୍ବଶ୍ରେଷ୍ଠ ପ୍ରାଣୀ ହିସାବରେ ମର୍ଯ୍ୟାଦାର ସହ ସ୍ୱୀକୃତି ପାଇଛି। ଏହାର କାରଣ ହେଉଛି ତାର ବିବେକ, ନୈତିକତା, ଆଦର୍ଶ ଓ ମୂଲ୍ୟବୋଧ। ନୈତିକତା ହିଁ ମଣିଷକୁ ପଶୁଠାରୁ ଅଲଗା କରେ। କିନ୍ତୁ ଆଜିର ସମାଜରେ ନୈତିକତାର ଅବକ୍ଷୟ ଚିନ୍ତାଜନକ ସ୍ତରରେ ପହଞ୍ଚିଛି। ସ୍ୱାର୍ଥପରତା, ଦୁର୍ନୀତି ଓ ଭୋଗବାଦ ସମାଜକୁ ଗ୍ରାସ କରୁଛି। ପିଲାମାନଙ୍କୁ ନୈତିକ ଶିକ୍ଷା ଦେବା ପରିବାର ଓ ବିଦ୍ୟାଳୟର ଦାୟିତ୍ୱ। ଆଦର୍ଶ ଜୀବନ ପାଇଁ ସତ୍ୟ, ଅହିଂସା, ସହନଶୀଳତା ଓ ସେବା ମନୋଭାବ ଆବଶ୍ୟକ। ଯେତେବେଳେ ମଣିଷ ନିଜ ସ୍ୱାର୍ଥକୁ ଉର୍ଦ୍ଧ୍ୱରେ ରଖି ସମାଜ କଲ୍ୟାଣ ପାଇଁ କାର୍ଯ୍ୟ କରେ ସେତେବେଳେ ହିଁ ପ୍ରକୃତ ନୈତିକତାର ପ୍ରକାଶ ହୁଏ। ଶିକ୍ଷିତ ସମାଜ ଗଠନ ପାଇଁ ନୈତିକତାକୁ ମୂଳଦୁଆ କରିବା ଉଚିତ। ରାଜନୀତି, ପ୍ରଶାସନ ଓ ବ୍ୟବସାୟରେ ସ୍ୱଚ୍ଛତା ଆଣିବା ପାଇଁ ନୈତିକ ମୂଲ୍ୟବୋଧ ଅପରିହାର୍ଯ୍ୟ। ନୈତିକତା କେବେ ନତମସ୍ତକ ନ ହେଉ - ଏହା ହିଁ ଆମ ସମସ୍ତଙ୍କ କାମନା। — [960, 1393, 1226, 1568]
sudoku-puzzle-cell — [285, 1591, 319, 1626]
sudoku-puzzle-cell — [109, 1801, 145, 1836]
portrait-icon — [459, 1017, 549, 1125]
sudoku-solution-cell: 3 — [234, 2038, 268, 2073]
sudoku-solution-cell: 1 — [268, 2176, 303, 2210]
sudoku-puzzle-cell — [109, 1557, 145, 1592]
sudoku-solution-cell: 8 — [130, 1969, 164, 2003]
morality-title-rule — [452, 1130, 1230, 1131]
sudoku-solution-cell: 2 — [234, 1969, 268, 2003]
sudoku-solution-cell: 9 — [164, 2176, 199, 2210]
sudoku-solution-cell: 7 — [303, 2176, 338, 2210]
main-col1: ସହଯୋଗ ଆନ୍ଦୋଳନ ଭାରତର ସ୍ୱାଧୀନତା ସଂଗ୍ରାମରେ ଏକ ଗୁରୁତ୍ୱପୂର୍ଣ୍ଣ ଅଧ୍ୟାୟ। ଗାନ୍ଧିଜୀ ଶ୍ରମିକଙ୍କୁ ସମାଜର ମେରୁଦଣ୍ଡ ବୋଲି ବିଚାର କରୁଥିଲେ। ସେ କହିଥିଲେ ଯେ ଶ୍ରମ ହିଁ ପ୍ରକୃତ ସମ୍ପଦ। ଅହମଦାବାଦ ବସ୍ତ୍ର କଳ ଶ୍ରମିକଙ୍କ ଆନ୍ଦୋଳନରେ ସେ ପ୍ରଥମ ଥର ଅନଶନ କରିଥିଲେ। ସେହି ଆନ୍ଦୋଳନ ଶ୍ରମିକ ଓ ମାଲିକଙ୍କ ମଧ୍ୟରେ ସମନ୍ୱୟର ଏକ ନୂଆ ଦିଗ ଦେଖାଇଥିଲା। ମଜଦୁର ମହାଜନ ସଂଘ ଗଠନ ହୋଇଥିଲା। ଗାନ୍ଧିଜୀଙ୍କ ମତରେ ଶ୍ରମିକ ଓ ପୁଞ୍ଜିପତି ପରସ୍ପର ଶତ୍ରୁ ନୁହନ୍ତି ବରଂ ସହଯୋଗୀ। ଟ୍ରଷ୍ଟିସିପ ତତ୍ତ୍ୱ ମାଧ୍ୟମରେ ସେ ସମ୍ପଦର ସମାନ ବଣ୍ଟନର କଥା କହିଥିଲେ। ଶ୍ରମର ମର୍ଯ୍ୟାଦା ରକ୍ଷା କରିବା ପାଇଁ ସେ ନିଜେ ସୂତା କାଟୁଥିଲେ ଓ ଆଶ୍ରମରେ ସମସ୍ତଙ୍କୁ ଶାରୀରିକ ଶ୍ରମ କରିବାକୁ ପ୍ରେରଣା ଦେଉଥିଲେ। — [494, 249, 678, 478]
sudoku-puzzle-cell — [319, 1766, 355, 1801]
sudoku-puzzle-cell: 7 — [144, 1626, 180, 1661]
